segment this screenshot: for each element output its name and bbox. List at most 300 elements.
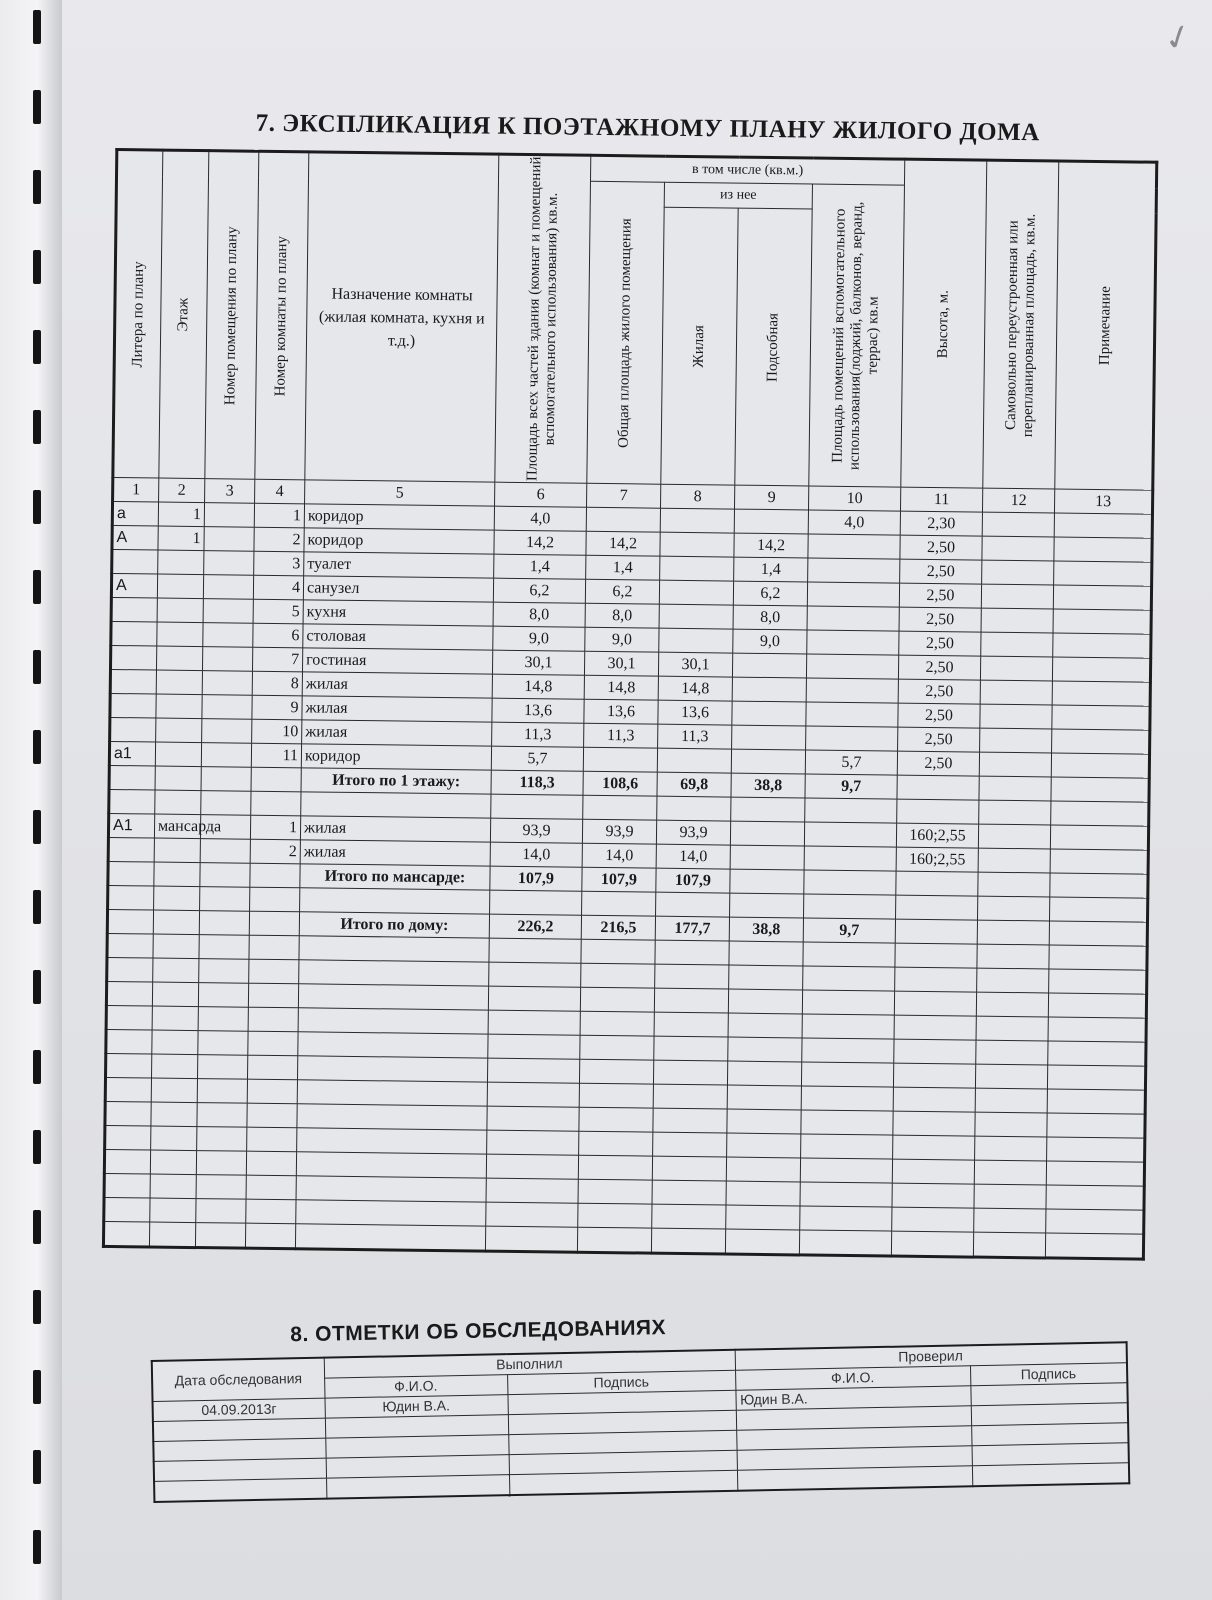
cell-area: 6,2 [493,578,585,603]
empty-cell [729,941,803,966]
column-number: 7 [587,483,661,508]
cell-total: 107,9 [582,867,656,892]
empty-cell [298,1032,488,1058]
cell-height: 2,50 [898,727,980,752]
cell-aux: 9,0 [733,629,807,654]
cell-self [980,728,1052,753]
cell-floor [158,550,204,575]
cell-self [979,752,1051,777]
empty-cell [974,1184,1046,1209]
empty-cell [577,1227,651,1253]
cell-litera [108,837,154,862]
empty-cell [892,1183,974,1208]
empty-cell [579,1059,653,1084]
cell-self [981,632,1053,657]
empty-cell [106,1053,152,1078]
empty-cell [655,940,729,965]
cell-litera: а [112,501,158,526]
cell-floor [153,910,199,935]
column-number: 9 [734,485,808,510]
empty-cell [486,1154,578,1179]
binding-hole [33,10,41,44]
cell-premise [204,527,254,552]
cell-auxprem [808,534,900,559]
empty-cell [976,1016,1048,1041]
cell-premise [201,767,251,792]
empty-cell [151,1078,197,1103]
empty-cell [152,1006,198,1031]
binding-hole [33,970,41,1004]
empty-cell [652,1204,726,1229]
survey-table [151,1341,1131,1503]
cell-aux: 1,4 [734,557,808,582]
empty-cell [728,1013,802,1038]
cell-area: 118,3 [491,770,583,795]
cell-note [1053,633,1151,658]
empty-cell [893,1135,975,1160]
header-living-area-total: Общая площадь жилого помещения [587,181,665,484]
cell-room: 4 [253,575,303,600]
cell-height: 2,50 [899,583,981,608]
cell-self [979,800,1051,825]
empty-cell [802,1014,894,1039]
empty-cell [976,992,1048,1017]
cell-area [491,794,583,819]
empty-cell [1048,1017,1146,1042]
cell-premise [202,719,252,744]
cell-note [1054,537,1152,562]
cell-area: 4,0 [494,506,586,531]
empty-cell [488,1010,580,1035]
empty-cell [801,1110,893,1135]
cell-height: 2,50 [900,559,982,584]
header-height: Высота, м. [901,159,987,488]
cell-area: 5,7 [491,746,583,771]
column-number: 1 [113,477,159,502]
cell-height: 2,50 [899,607,981,632]
cell-room [251,767,301,792]
cell-note [1049,921,1147,946]
empty-cell [655,964,729,989]
empty-cell [151,1126,197,1151]
empty-cell [894,1039,976,1064]
empty-cell [802,1038,894,1063]
cell-aux [730,869,804,894]
empty-cell [1045,1233,1143,1259]
empty-cell [198,1055,248,1080]
empty-cell [488,986,580,1011]
empty-cell [150,1198,196,1223]
header-note: Примечание [1055,161,1157,490]
empty-cell [197,1079,247,1104]
cell-height: 2,50 [898,679,980,704]
cell-area: 226,2 [489,914,581,939]
header-floor: Этаж [159,150,209,479]
empty-cell [107,957,153,982]
cell-note [1052,657,1150,682]
empty-cell [726,1181,800,1206]
cell-living [657,748,731,773]
binding-hole [33,90,41,124]
column-number: 10 [808,486,900,511]
empty-cell [295,1224,485,1251]
empty-cell [106,981,152,1006]
empty-cell [728,1037,802,1062]
cell-living [660,508,734,533]
empty-cell [651,1228,725,1254]
cell-total: 11,3 [584,723,658,748]
cell-floor: 1 [158,502,204,527]
cell-purpose: Итого по мансарде: [300,864,490,890]
cell-total [583,795,657,820]
binding-hole [33,810,41,844]
cell-litera [108,861,154,886]
header-of-which: из нее [664,182,812,209]
empty-cell [296,1152,486,1178]
cell-floor [156,694,202,719]
empty-cell [580,987,654,1012]
cell-height: 2,50 [900,535,982,560]
empty-cell [196,1151,246,1176]
cell-purpose [301,792,491,818]
empty-cell [803,942,895,967]
cell-purpose: Итого по 1 этажу: [301,768,491,794]
empty-cell [578,1155,652,1180]
cell-room [250,863,300,888]
cell-living: 30,1 [658,652,732,677]
empty-cell [489,962,581,987]
cell-total: 216,5 [581,915,655,940]
empty-cell [151,1102,197,1127]
header-performer-signature: Подпись [507,1370,735,1394]
cell-height [896,895,978,920]
cell-note [1051,777,1149,802]
cell-living: 14,8 [658,676,732,701]
empty-cell [977,968,1049,993]
cell-note [1051,753,1149,778]
empty-cell [579,1131,653,1156]
cell-note [1050,873,1148,898]
empty-cell [579,1083,653,1108]
cell-total: 14,8 [584,675,658,700]
binding-hole [33,1370,41,1404]
cell-floor [156,646,202,671]
binding-hole [33,1290,41,1324]
cell-premise [199,911,249,936]
cell-auxprem [808,558,900,583]
empty-cell [653,1084,727,1109]
empty-cell [801,1062,893,1087]
cell-self [980,704,1052,729]
cell-auxprem: 5,7 [805,750,897,775]
empty-cell [975,1064,1047,1089]
cell-note [1052,729,1150,754]
empty-cell [972,1463,1129,1487]
cell-litera [112,549,158,574]
empty-cell [195,1223,245,1249]
cell-purpose: жилая [302,720,492,746]
empty-cell [299,960,489,986]
cell-floor [157,574,203,599]
cell-total: 13,6 [584,699,658,724]
cell-premise [203,575,253,600]
empty-cell [578,1179,652,1204]
cell-room: 1 [254,503,304,528]
cell-purpose: санузел [303,576,493,602]
empty-cell [107,933,153,958]
column-number: 4 [255,479,305,504]
empty-cell [297,1104,487,1130]
header-premise-no: Номер помещения по плану [205,151,259,480]
cell-aux: 14,2 [734,533,808,558]
empty-cell [197,1127,247,1152]
cell-note [1053,609,1151,634]
cell-room: 5 [253,599,303,624]
column-number: 6 [495,482,587,507]
cell-room: 10 [252,719,302,744]
empty-cell [246,1199,296,1224]
cell-auxprem [807,606,899,631]
cell-self [978,872,1050,897]
empty-cell [579,1107,653,1132]
empty-cell [487,1130,579,1155]
empty-cell [105,1125,151,1150]
header-performed: Выполнил [324,1350,735,1378]
header-living: Жилая [661,207,738,485]
section-7 [102,96,1162,1261]
empty-cell [488,1034,580,1059]
header-performer-fio: Ф.И.О. [324,1375,507,1399]
cell-room [249,911,299,936]
cell-auxprem [804,870,896,895]
cell-purpose [300,888,490,914]
cell-note [1049,897,1147,922]
cell-purpose: кухня [303,600,493,626]
cell-room: 3 [254,551,304,576]
cell-litera: А [112,525,158,550]
cell-note [1052,705,1150,730]
cell-self [978,824,1050,849]
cell-floor [155,766,201,791]
cell-auxprem [806,678,898,703]
cell-self [981,584,1053,609]
cell-total: 6,2 [585,579,659,604]
cell-floor [157,598,203,623]
cell-aux [732,701,806,726]
cell-premise [202,695,252,720]
binding-hole [33,1210,41,1244]
empty-cell [800,1206,892,1231]
empty-cell [299,936,489,962]
binding-hole [33,730,41,764]
empty-cell [199,935,249,960]
cell-living: 107,9 [656,868,730,893]
cell-room [251,791,301,816]
section-7-title: 7. ЭКСПЛИКАЦИЯ К ПОЭТАЖНОМУ ПЛАНУ ЖИЛОГО ДОМА [255,109,1040,147]
empty-cell [580,1035,654,1060]
empty-cell [106,1029,152,1054]
cell-auxprem [805,798,897,823]
empty-cell [149,1222,195,1248]
empty-cell [326,1475,509,1499]
empty-cell [727,1085,801,1110]
cell-room: 2 [250,839,300,864]
cell-room: 8 [252,671,302,696]
cell-total: 8,0 [585,603,659,628]
cell-note [1050,849,1148,874]
empty-cell [803,966,895,991]
binding-hole [33,1530,41,1564]
empty-cell [152,1030,198,1055]
section-8 [150,1303,1133,1503]
cell-height: 2,30 [900,511,982,536]
empty-cell [245,1223,295,1249]
column-number: 13 [1054,489,1152,514]
header-checker-signature: Подпись [970,1363,1127,1386]
binding-hole [33,490,41,524]
empty-cell [248,1031,298,1056]
cell-aux: 38,8 [729,917,803,942]
cell-height [895,919,977,944]
empty-cell [893,1063,975,1088]
empty-cell [895,943,977,968]
cell-total [583,747,657,772]
empty-cell [103,1221,149,1247]
empty-cell [297,1080,487,1106]
empty-cell [801,1134,893,1159]
cell-note [1053,585,1151,610]
binding-hole [33,1050,41,1084]
header-aux-premises: Площадь помещений вспомогательного использования(лоджий, балконов, веранд, террас) кв.м [809,184,905,487]
empty-cell [799,1230,891,1256]
cell-premise [200,863,250,888]
empty-cell [727,1061,801,1086]
cell-floor [154,862,200,887]
empty-cell [974,1160,1046,1185]
empty-cell [581,939,655,964]
cell-litera: А1 [108,813,154,838]
empty-cell [653,1108,727,1133]
cell-note [1051,801,1149,826]
cell-living: 14,0 [656,844,730,869]
cell-auxprem: 9,7 [803,918,895,943]
header-room-no: Номер комнаты по плану [255,151,309,480]
cell-total: 9,0 [585,627,659,652]
empty-cell [487,1106,579,1131]
binding-hole [33,650,41,684]
cell-self [982,512,1054,537]
empty-cell [737,1466,972,1491]
empty-cell [153,934,199,959]
cell-total: 1,4 [586,555,660,580]
cell-total: 30,1 [584,651,658,676]
cell-living: 11,3 [658,724,732,749]
empty-cell [893,1111,975,1136]
cell-height: 160;2,55 [896,823,978,848]
empty-cell [246,1151,296,1176]
empty-cell [105,1101,151,1126]
survey-cell-date: 04.09.2013г [153,1398,325,1421]
cell-litera: а1 [109,741,155,766]
cell-auxprem [807,582,899,607]
cell-living [660,556,734,581]
cell-auxprem [806,726,898,751]
cell-floor [156,670,202,695]
empty-cell [974,1208,1046,1233]
empty-cell [150,1174,196,1199]
survey-cell-checker: Юдин В.А. [735,1386,970,1411]
cell-auxprem [806,702,898,727]
empty-cell [198,1007,248,1032]
cell-height: 2,50 [898,703,980,728]
empty-cell [893,1087,975,1112]
cell-premise [201,791,251,816]
cell-note [1050,825,1148,850]
empty-cell [1049,969,1147,994]
cell-area: 93,9 [490,818,582,843]
cell-area: 8,0 [493,602,585,627]
empty-cell [727,1109,801,1134]
empty-cell [801,1086,893,1111]
cell-aux [732,677,806,702]
empty-cell [652,1180,726,1205]
cell-purpose: Итого по дому: [299,912,489,938]
binding-hole [33,330,41,364]
empty-cell [248,983,298,1008]
empty-cell [729,965,803,990]
cell-auxprem: 4,0 [808,510,900,535]
header-litera: Литера по плану [113,150,163,479]
column-number: 12 [982,488,1054,513]
empty-cell [196,1199,246,1224]
cell-aux: 8,0 [733,605,807,630]
header-purpose: Назначение комнаты (жилая комната, кухня и т.д.) [305,152,499,482]
empty-cell [246,1175,296,1200]
cell-area: 11,3 [492,722,584,747]
empty-cell [580,1011,654,1036]
cell-floor: мансарда [154,814,200,839]
empty-cell [653,1060,727,1085]
cell-premise [204,551,254,576]
header-auxiliary: Подсобная [735,208,812,486]
cell-aux [730,821,804,846]
header-checked: Проверил [735,1342,1127,1370]
cell-living [659,628,733,653]
column-number: 5 [305,480,495,506]
cell-auxprem: 9,7 [805,774,897,799]
empty-cell [487,1058,579,1083]
cell-self [977,920,1049,945]
cell-floor [155,790,201,815]
section-8-title: 8. ОТМЕТКИ ОБ ОБСЛЕДОВАНИЯХ [290,1316,667,1347]
cell-premise [204,503,254,528]
empty-cell [1048,993,1146,1018]
empty-cell [248,1007,298,1032]
cell-premise [201,743,251,768]
cell-premise [203,623,253,648]
binding-hole [33,1450,41,1484]
empty-cell [1046,1161,1144,1186]
empty-cell [891,1231,973,1257]
cell-purpose: жилая [302,696,492,722]
cell-purpose: жилая [300,840,490,866]
empty-cell [196,1175,246,1200]
empty-cell [153,958,199,983]
empty-cell [726,1157,800,1182]
cell-room: 7 [252,647,302,672]
empty-cell [486,1202,578,1227]
column-number: 2 [159,478,205,503]
